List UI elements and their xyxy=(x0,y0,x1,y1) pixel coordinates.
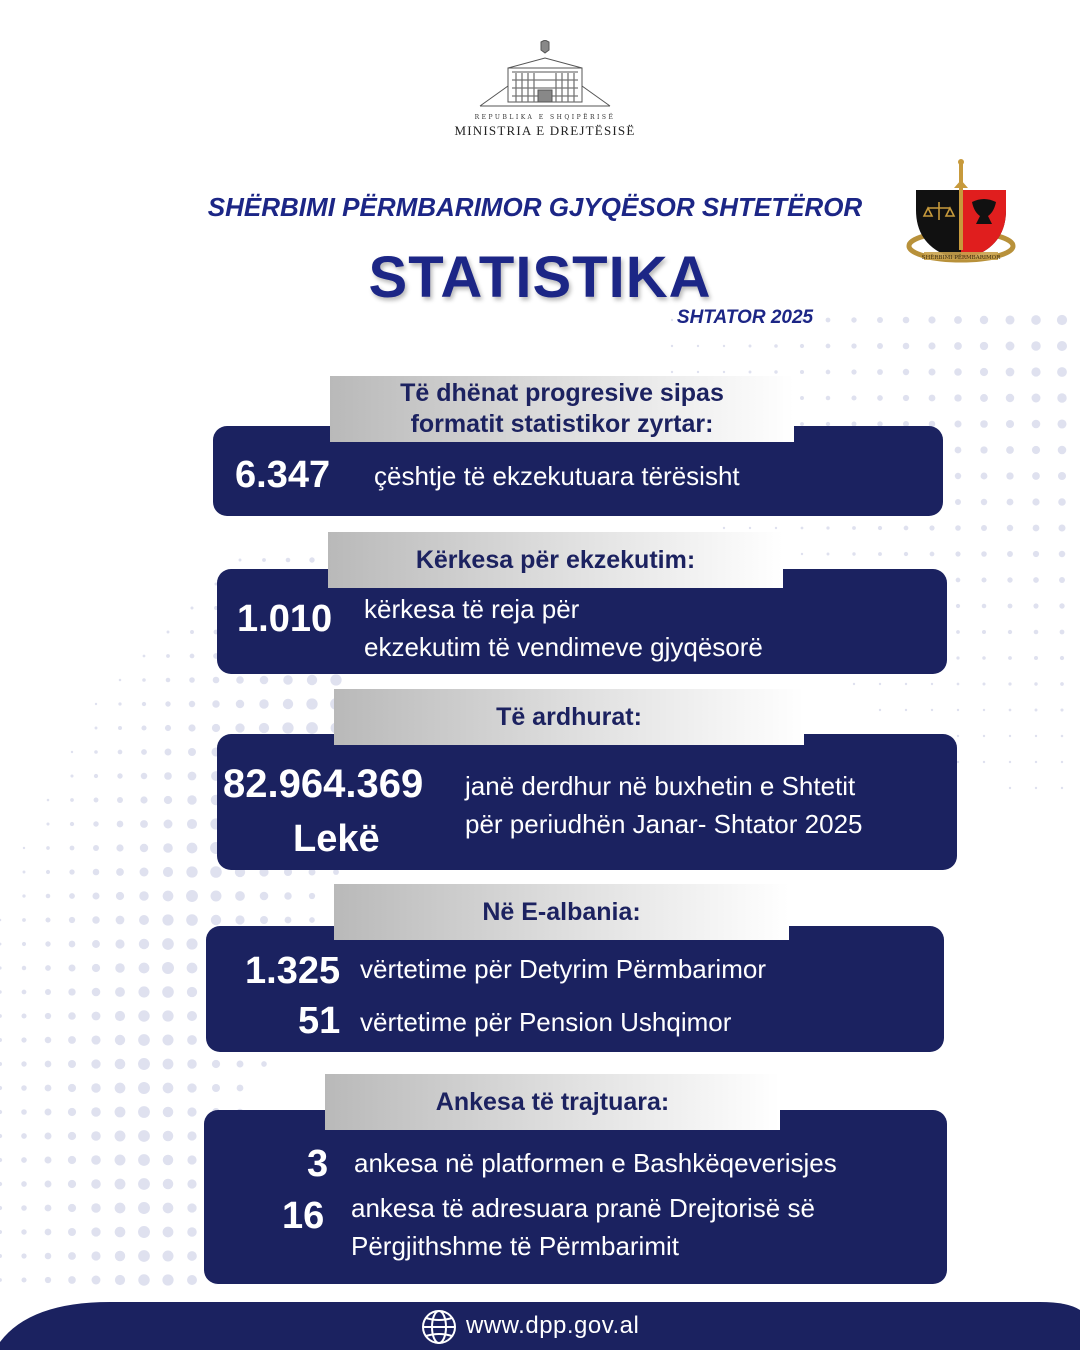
report-period: SHTATOR 2025 xyxy=(676,307,814,328)
complaints-heading: Ankesa të trajtuara: xyxy=(325,1074,780,1130)
platform-complaints-text: ankesa në platformen e Bashkëqeverisjes xyxy=(354,1148,837,1178)
progressive-heading-line1: Të dhënat progresive sipas xyxy=(400,379,724,407)
new-requests-value: 1.010 xyxy=(237,598,333,640)
progressive-heading-line2: formatit statistikor zyrtar: xyxy=(410,410,714,438)
ministry-name: MINISTRIA E DREJTËSISË xyxy=(454,123,636,138)
enforcement-service-emblem xyxy=(906,158,1016,270)
new-requests-text-line1: kërkesa të reja për xyxy=(364,594,580,624)
execution-requests-heading: Kërkesa për ekzekutim: xyxy=(328,532,783,588)
emblem-caption: SHËRBIMI PËRMBARIMOR xyxy=(921,255,1001,261)
service-title: SHËRBIMI PËRMBARIMOR GJYQËSOR SHTETËROR xyxy=(207,192,863,222)
directorate-complaints-value: 16 xyxy=(282,1195,325,1237)
new-requests-text-line2: ekzekutim të vendimeve gjyqësorë xyxy=(364,632,763,662)
enforcement-certificates-text: vërtetime për Detyrim Përmbarimor xyxy=(360,954,766,984)
revenue-currency: Lekë xyxy=(293,818,380,860)
revenue-heading: Të ardhurat: xyxy=(334,689,804,745)
ealbania-heading: Në E-albania: xyxy=(334,884,789,940)
enforcement-certificates-value: 1.325 xyxy=(245,950,341,992)
alimony-certificates-value: 51 xyxy=(298,1000,341,1042)
executed-cases-text: çështje të ekzekutuara tërësisht xyxy=(374,461,740,491)
ministry-building-logo xyxy=(478,40,612,112)
globe-icon xyxy=(420,1308,458,1346)
revenue-text-line2: për periudhën Janar- Shtator 2025 xyxy=(465,809,863,839)
executed-cases-value: 6.347 xyxy=(235,454,331,496)
website-link[interactable]: www.dpp.gov.al xyxy=(466,1312,640,1339)
progressive-data-heading xyxy=(330,376,794,442)
revenue-value: 82.964.369 xyxy=(223,762,424,806)
revenue-text-line1: janë derdhur në buxhetin e Shtetit xyxy=(465,771,856,801)
directorate-complaints-text-line1: ankesa të adresuara pranë Drejtorisë së xyxy=(351,1193,815,1223)
page-title: STATISTIKA xyxy=(368,245,712,310)
directorate-complaints-text-line2: Përgjithshme të Përmbarimit xyxy=(351,1231,679,1261)
alimony-certificates-text: vërtetime për Pension Ushqimor xyxy=(360,1007,732,1037)
republic-label: REPUBLIKA E SHQIPËRISË xyxy=(474,114,616,121)
platform-complaints-value: 3 xyxy=(307,1143,329,1185)
